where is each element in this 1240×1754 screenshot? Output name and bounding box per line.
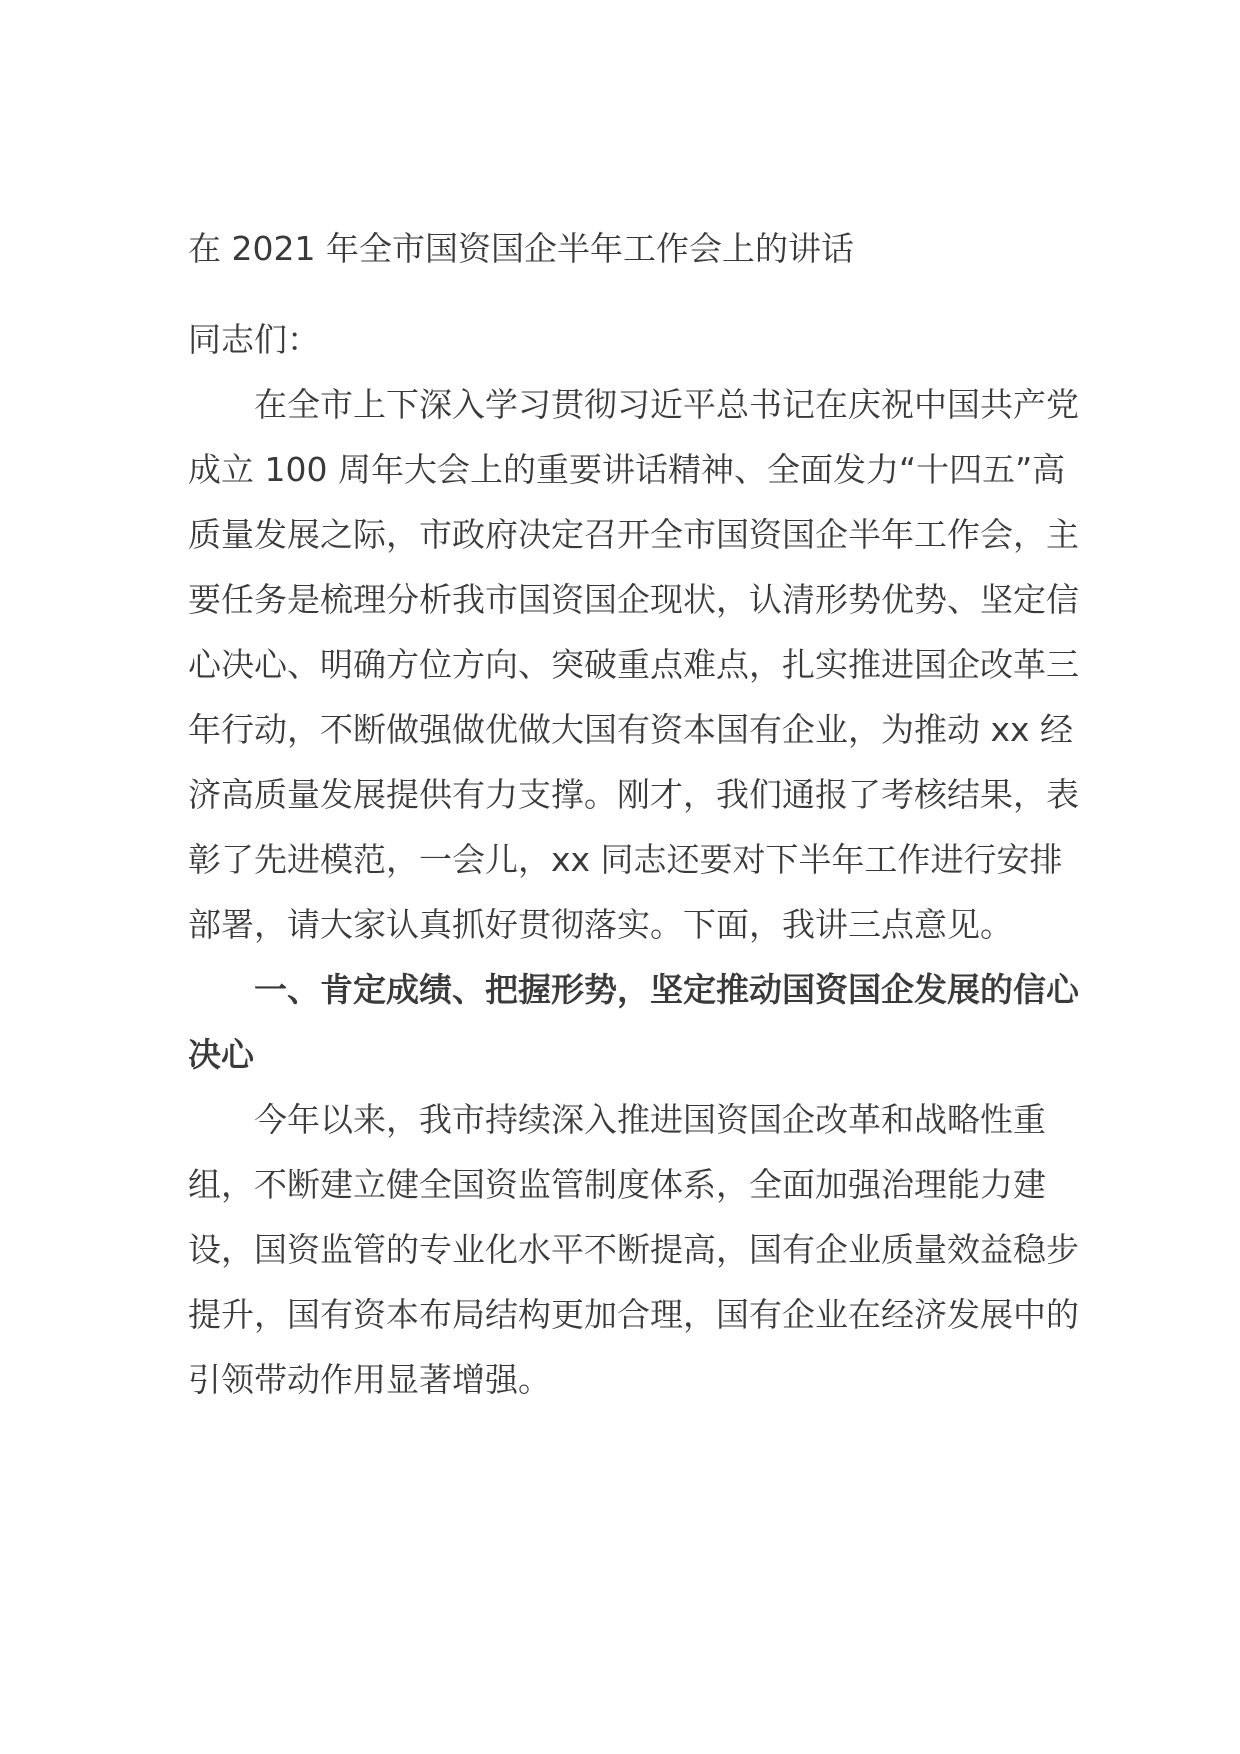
intro-paragraph: 在全市上下深入学习贯彻习近平总书记在庆祝中国共产党成立 100 周年大会上的重要讲话精神、全面发力“十四五”高质量发展之际，市政府决定召开全市国资国企半年工作会，主要任务是梳理分析我市国资国企现状，认清形势优势、坚定信心决心、明确方位方向、突破重点难点，扎实推进国企改革三年行动，不断做强做优做大国有资本国有企业，为推动 xx 经济高质量发展提供有力支撑。刚才，我们通报了考核结果，表彰了先进模范，一会儿，xx 同志还要对下半年工作进行安排部署，请大家认真抓好贯彻落实。下面，我讲三点意见。: [188, 385, 1079, 944]
salutation: 同志们：: [188, 320, 320, 359]
document-body: [188, 216, 1088, 1412]
document-title: 在 2021 年全市国资国企半年工作会上的讲话: [188, 229, 854, 268]
section-paragraph: 今年以来，我市持续深入推进国资国企改革和战略性重组，不断建立健全国资监管制度体系，全面加强治理能力建设，国资监管的专业化水平不断提高，国有企业质量效益稳步提升，国有资本布局结构更加合理，国有企业在经济发展中的引领带动作用显著增强。: [188, 1100, 1079, 1399]
section-heading: 一、肯定成绩、把握形势，坚定推动国资国企发展的信心决心: [188, 970, 1079, 1074]
